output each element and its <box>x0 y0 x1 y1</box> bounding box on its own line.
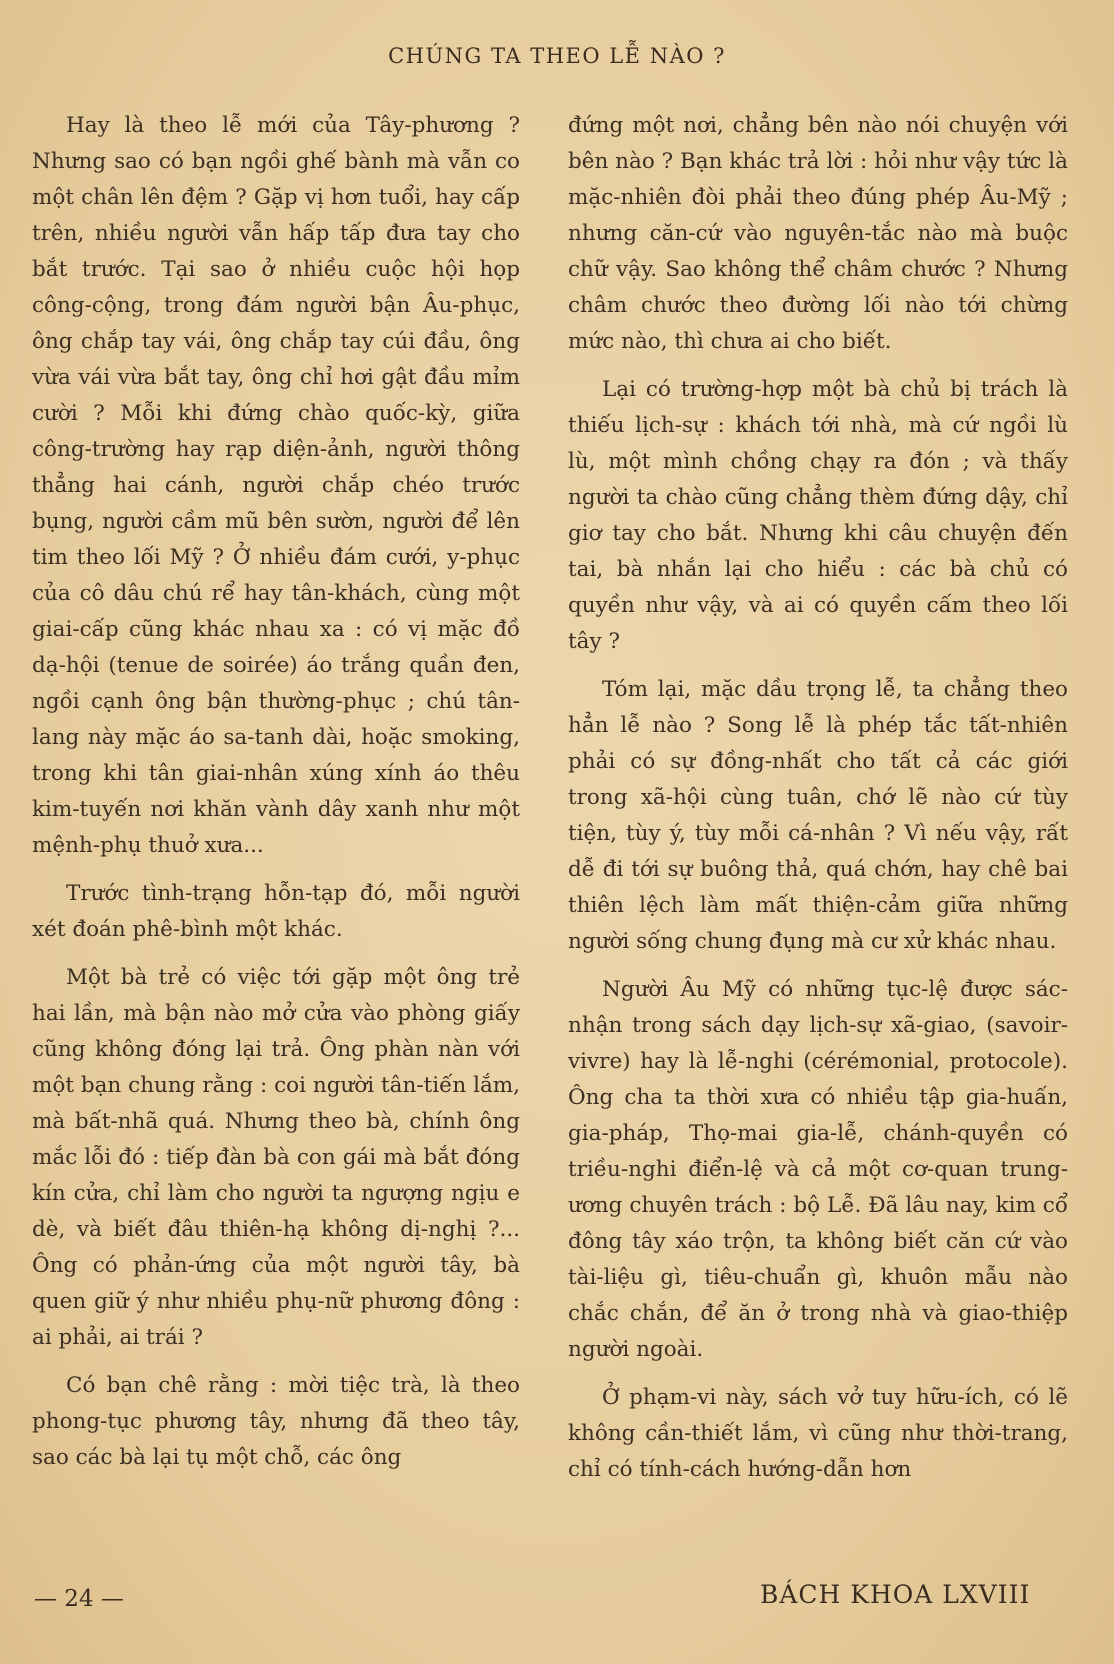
paragraph: Hay là theo lễ mới của Tây-phương ? Nhưng sao có bạn ngồi ghế bành mà vẫn co một chân lên đệm ? Gặp vị hơn tuổi, hay cấp trên, nhiều người vẫn hấp tấp đưa tay cho bắt trước. Tại sao ở nhiều cuộc hội họp công-cộng, trong đám người bận Âu-phục, ông chắp tay vái, ông chắp tay cúi đầu, ông vừa vái vừa bắt tay, ông chỉ hơi gật đầu mỉm cười ? Mỗi khi đứng chào quốc-kỳ, giữa công-trường hay rạp diện-ảnh, người thông thẳng hai cánh, người chắp chéo trước bụng, người cầm mũ bên sườn, người để lên tim theo lối Mỹ ? Ở nhiều đám cưới, y-phục của cô dâu chú rể hay tân-khách, cùng một giai-cấp cũng khác nhau xa : có vị mặc đồ dạ-hội (tenue de soirée) áo trắng quần đen, ngồi cạnh ông bận thường-phục ; chú tân-lang này mặc áo sa-tanh dài, hoặc smoking, trong khi tân giai-nhân xúng xính áo thêu kim-tuyến nơi khăn vành dây xanh như một mệnh-phụ thuở xưa... <box>32 113 520 858</box>
left-column <box>32 108 520 1488</box>
paragraph: Người Âu Mỹ có những tục-lệ được sác-nhận trong sách dạy lịch-sự xã-giao, (savoir-vivre) hay là lễ-nghi (cérémonial, protocole). Ông cha ta thời xưa có nhiều tập gia-huấn, gia-pháp, Thọ-mai gia-lễ, chánh-quyền có triều-nghi điển-lệ và cả một cơ-quan trung-ương chuyên trách : bộ Lễ. Đã lâu nay, kim cổ đông tây xáo trộn, ta không biết căn cứ vào tài-liệu gì, tiêu-chuẩn gì, khuôn mẫu nào chắc chắn, để ăn ở trong nhà và giao-thiệp người ngoài. <box>568 977 1068 1362</box>
publication-name: BÁCH KHOA LXVIII <box>760 1580 1031 1609</box>
right-column <box>568 108 1068 1500</box>
paragraph: đứng một nơi, chẳng bên nào nói chuyện với bên nào ? Bạn khác trả lời : hỏi như vậy tức là mặc-nhiên đòi phải theo đúng phép Âu-Mỹ ; nhưng căn-cứ vào nguyên-tắc nào mà buộc chữ vậy. Sao không thể châm chước ? Nhưng châm chước theo đường lối nào tới chừng mức nào, thì chưa ai cho biết. <box>568 113 1068 354</box>
page-number: — 24 — <box>34 1586 124 1612</box>
paragraph: Có bạn chê rằng : mời tiệc trà, là theo phong-tục phương tây, nhưng đã theo tây, sao các bà lại tụ một chỗ, các ông <box>32 1373 520 1470</box>
paragraph: Một bà trẻ có việc tới gặp một ông trẻ hai lần, mà bận nào mở cửa vào phòng giấy cũng không đóng lại trả. Ông phàn nàn với một bạn chung rằng : coi người tân-tiến lắm, mà bất-nhã quá. Nhưng theo bà, chính ông mắc lỗi đó : tiếp đàn bà con gái mà bắt đóng kín cửa, chỉ làm cho người ta ngượng ngịu e dè, và biết đâu thiên-hạ không dị-nghị ?... Ông có phản-ứng của một người tây, bà quen giữ ý như nhiều phụ-nữ phương đông : ai phải, ai trái ? <box>32 965 520 1350</box>
running-title: CHÚNG TA THEO LỄ NÀO ? <box>388 44 726 68</box>
paragraph: Trước tình-trạng hỗn-tạp đó, mỗi người xét đoán phê-bình một khác. <box>32 881 520 942</box>
paragraph: Tóm lại, mặc dầu trọng lễ, ta chẳng theo hẳn lễ nào ? Song lễ là phép tắc tất-nhiên phải có sự đồng-nhất cho tất cả các giới trong xã-hội cùng tuân, chớ lẽ nào cứ tùy tiện, tùy ý, tùy mỗi cá-nhân ? Vì nếu vậy, rất dễ đi tới sự buông thả, quá chớn, hay chê bai thiên lệch làm mất thiện-cảm giữa những người sống chung đụng mà cư xử khác nhau. <box>568 677 1068 954</box>
paragraph: Lại có trường-hợp một bà chủ bị trách là thiếu lịch-sự : khách tới nhà, mà cứ ngồi lù lù, một mình chồng chạy ra đón ; và thấy người ta chào cũng chẳng thèm đứng dậy, chỉ giơ tay cho bắt. Nhưng khi câu chuyện đến tai, bà nhắn lại cho hiểu : các bà chủ có quyền như vậy, và ai có quyền cấm theo lối tây ? <box>568 377 1068 654</box>
paragraph: Ở phạm-vi này, sách vở tuy hữu-ích, có lẽ không cần-thiết lắm, vì cũng như thời-trang, chỉ có tính-cách hướng-dẫn hơn <box>568 1385 1068 1482</box>
